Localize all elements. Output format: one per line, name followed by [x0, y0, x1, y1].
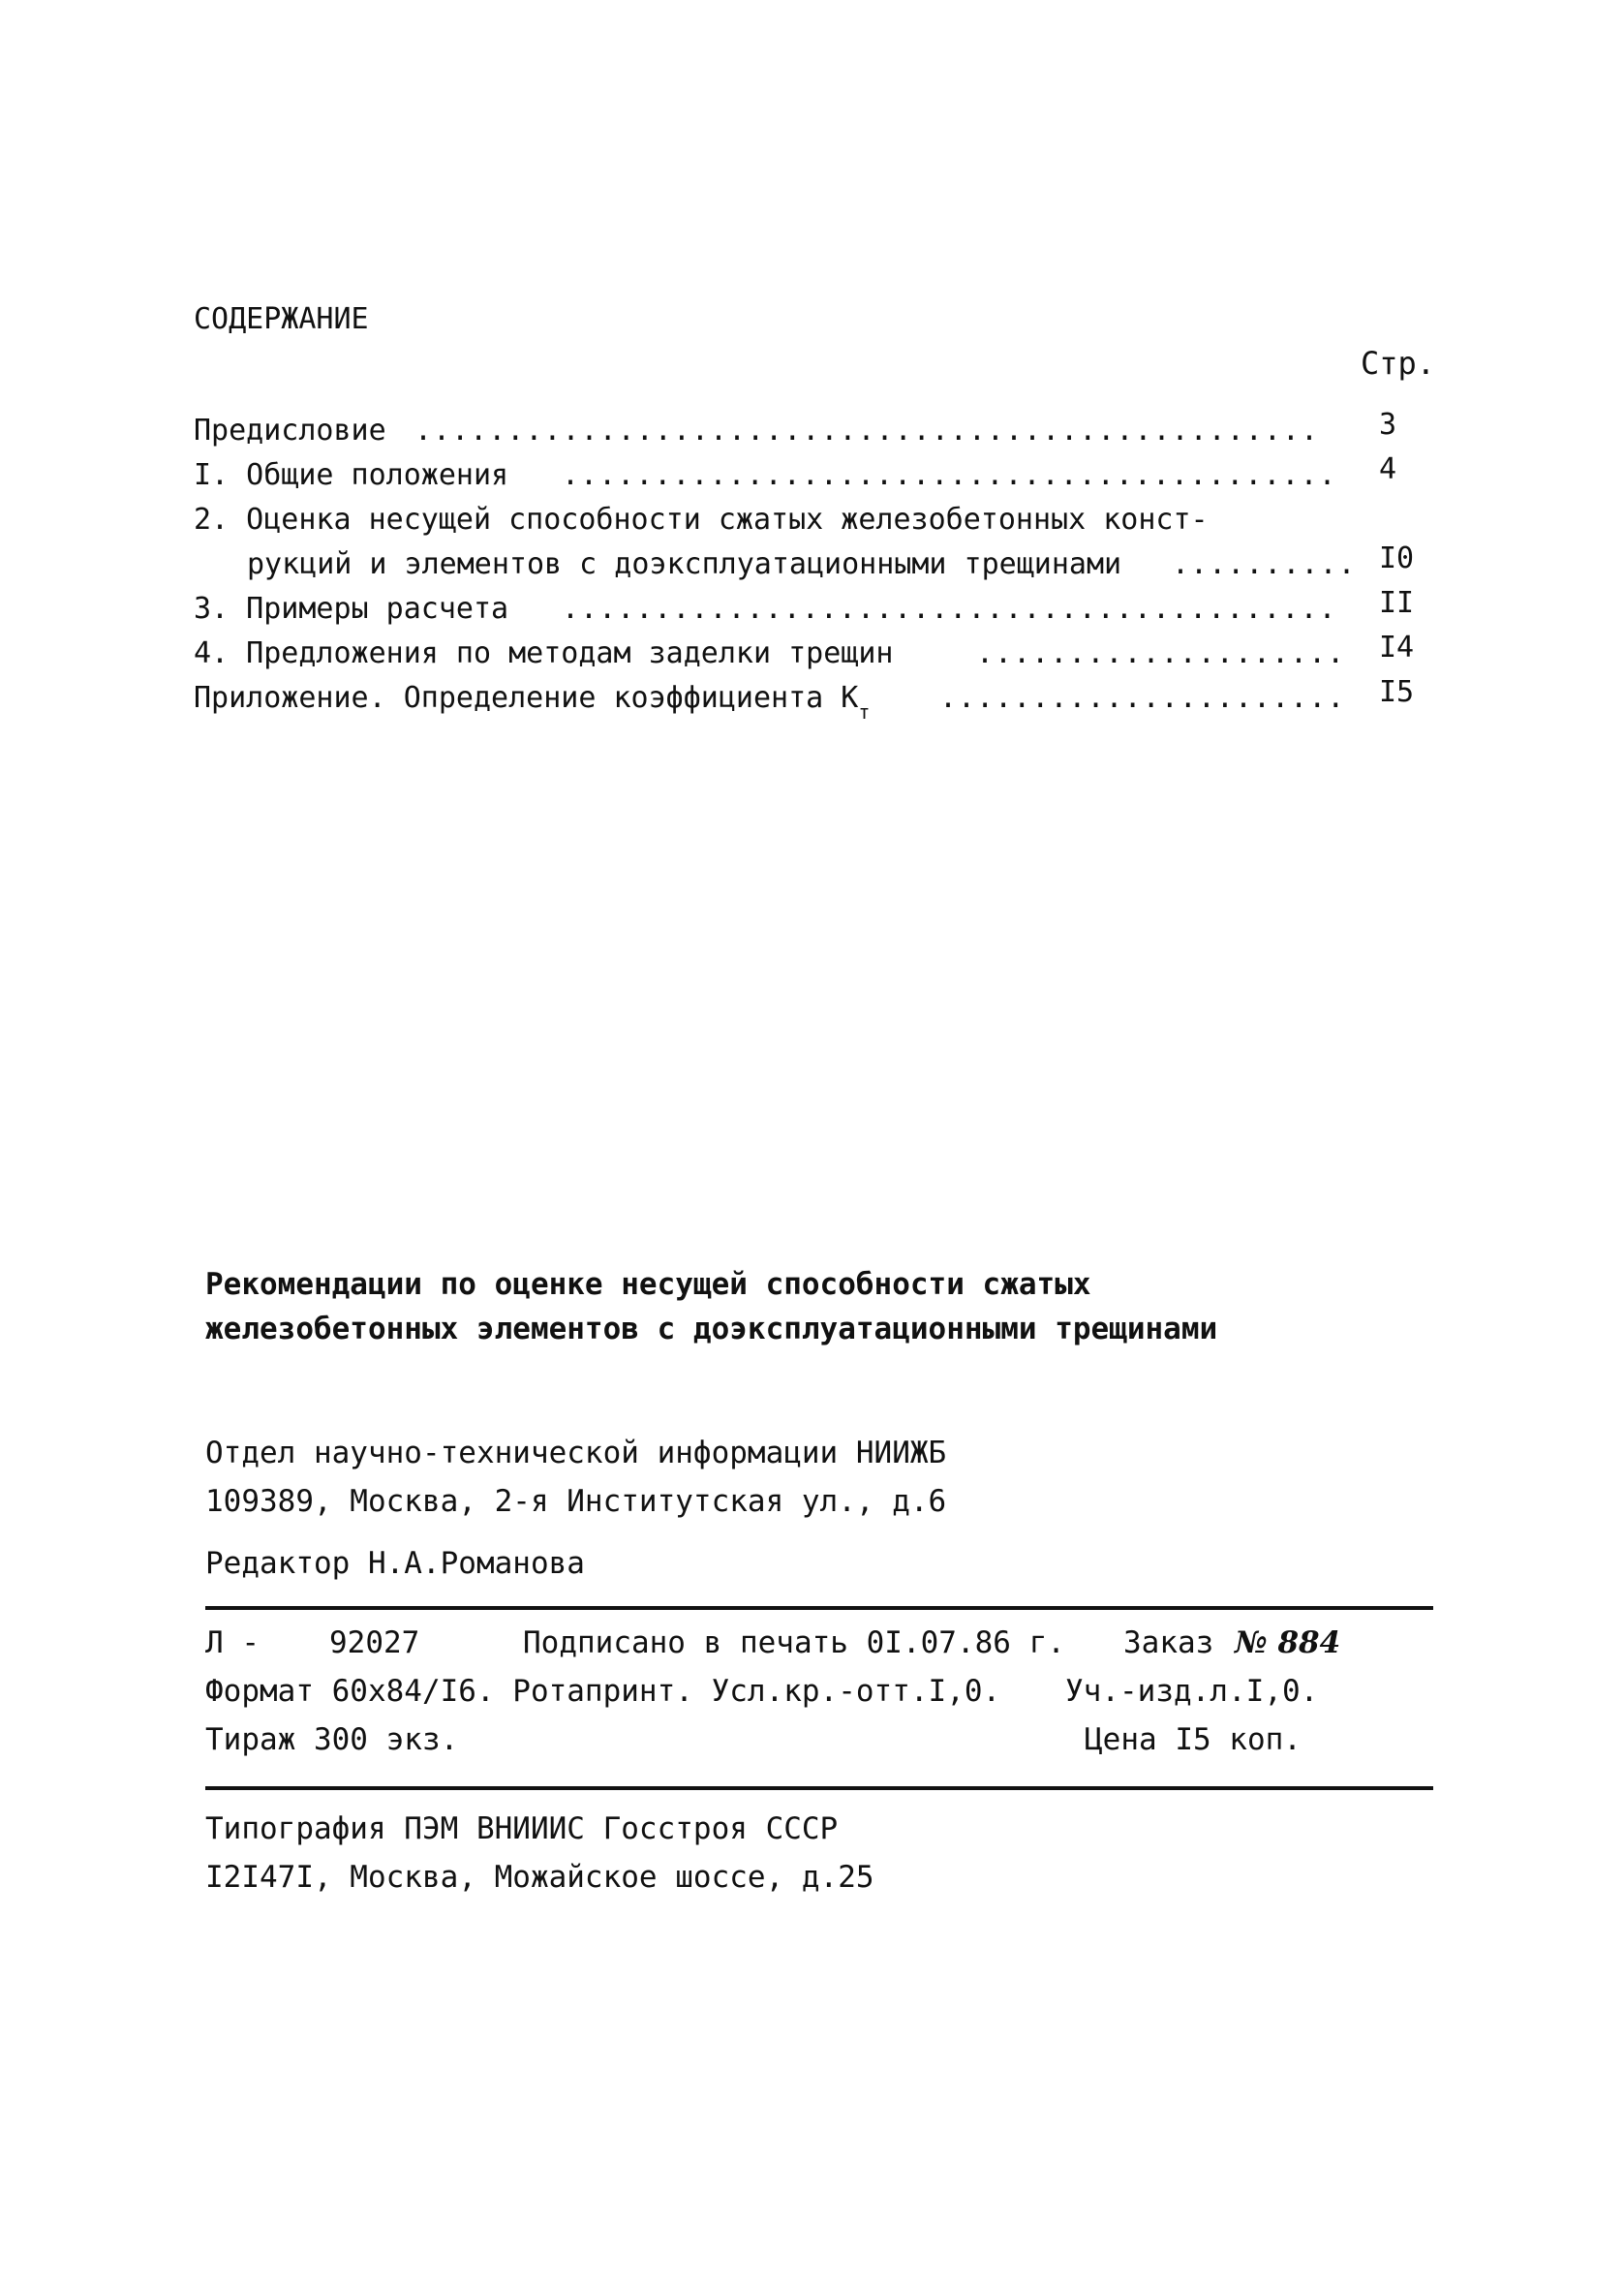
- publisher-line-1: Отдел научно-технической информации НИИЖБ: [205, 1436, 947, 1470]
- divider-rule: [205, 1786, 1433, 1790]
- toc-entry-text: 2. Оценка несущей способности сжатых железобетонных конст-: [194, 503, 1209, 537]
- toc-entry-text: I. Общие положения: [194, 458, 509, 492]
- toc-entry: [194, 408, 1453, 450]
- toc-leader-dots: ......................: [939, 681, 1346, 715]
- print-run: Тираж 300 экз.: [205, 1722, 459, 1757]
- printer-line-1: Типография ПЭМ ВНИИИС Госстроя СССР: [205, 1811, 839, 1846]
- toc-entry-text: Предисловие: [194, 414, 386, 448]
- order-number: № 884: [1235, 1625, 1341, 1660]
- toc-entry-text: [194, 679, 871, 724]
- toc-entry-text: 4. Предложения по методам заделки трещин: [194, 636, 894, 670]
- toc-leader-dots: ..........: [1172, 547, 1357, 581]
- toc-entry: [194, 675, 1453, 724]
- format-line: Формат 60х84/I6. Ротапринт. Усл.кр.-отт.I,0.: [205, 1674, 1001, 1709]
- book-title-line-2: железобетонных элементов с доэксплуатационными трещинами: [205, 1312, 1218, 1346]
- editor: Редактор Н.А.Романова: [205, 1546, 585, 1581]
- toc-entry-page: I4: [1379, 631, 1415, 665]
- toc-entry-page: I0: [1379, 541, 1415, 575]
- toc-entry-page: 3: [1379, 408, 1397, 442]
- subscript: т: [858, 700, 871, 724]
- publisher-line-2: 109389, Москва, 2-я Институтская ул., д.6: [205, 1484, 947, 1519]
- toc-leader-dots: ....................: [976, 636, 1346, 670]
- toc-entry: [194, 452, 1453, 495]
- edition-sheets: Уч.-изд.л.I,0.: [1065, 1674, 1319, 1709]
- toc-leader-dots: ..........................................: [562, 458, 1337, 492]
- toc-entry: [194, 541, 1453, 584]
- toc-entry-page: 4: [1379, 452, 1397, 486]
- toc-entry-text: 3. Примеры расчета: [194, 592, 509, 626]
- toc-entry-text: рукций и элементов с доэксплуатационными трещинами: [247, 547, 1122, 581]
- toc-leader-dots: ..........................................: [562, 592, 1337, 626]
- toc-entry: [194, 586, 1453, 629]
- contents-heading: СОДЕРЖАНИЕ: [194, 302, 369, 336]
- l-number: 92027: [329, 1625, 420, 1660]
- price: Цена I5 коп.: [1085, 1722, 1302, 1757]
- signed-to-print: Подписано в печать 0I.07.86 г.: [523, 1625, 1065, 1660]
- toc-entry-page: I5: [1379, 675, 1415, 709]
- divider-rule: [205, 1606, 1433, 1610]
- toc-leader-dots: .................................................: [414, 414, 1320, 448]
- toc-entry-page: II: [1379, 586, 1415, 620]
- order-label: Заказ: [1123, 1625, 1214, 1660]
- toc-entry-label: Приложение. Определение коэффициента К: [194, 681, 859, 715]
- printer-line-2: I2I47I, Москва, Можайское шоссе, д.25: [205, 1860, 874, 1895]
- toc-entry: [194, 631, 1453, 673]
- page-column-label: Стр.: [1361, 345, 1436, 382]
- toc-entry: [194, 501, 1453, 540]
- l-label: Л -: [205, 1625, 260, 1660]
- book-title-line-1: Рекомендации по оценке несущей способности сжатых: [205, 1267, 1091, 1302]
